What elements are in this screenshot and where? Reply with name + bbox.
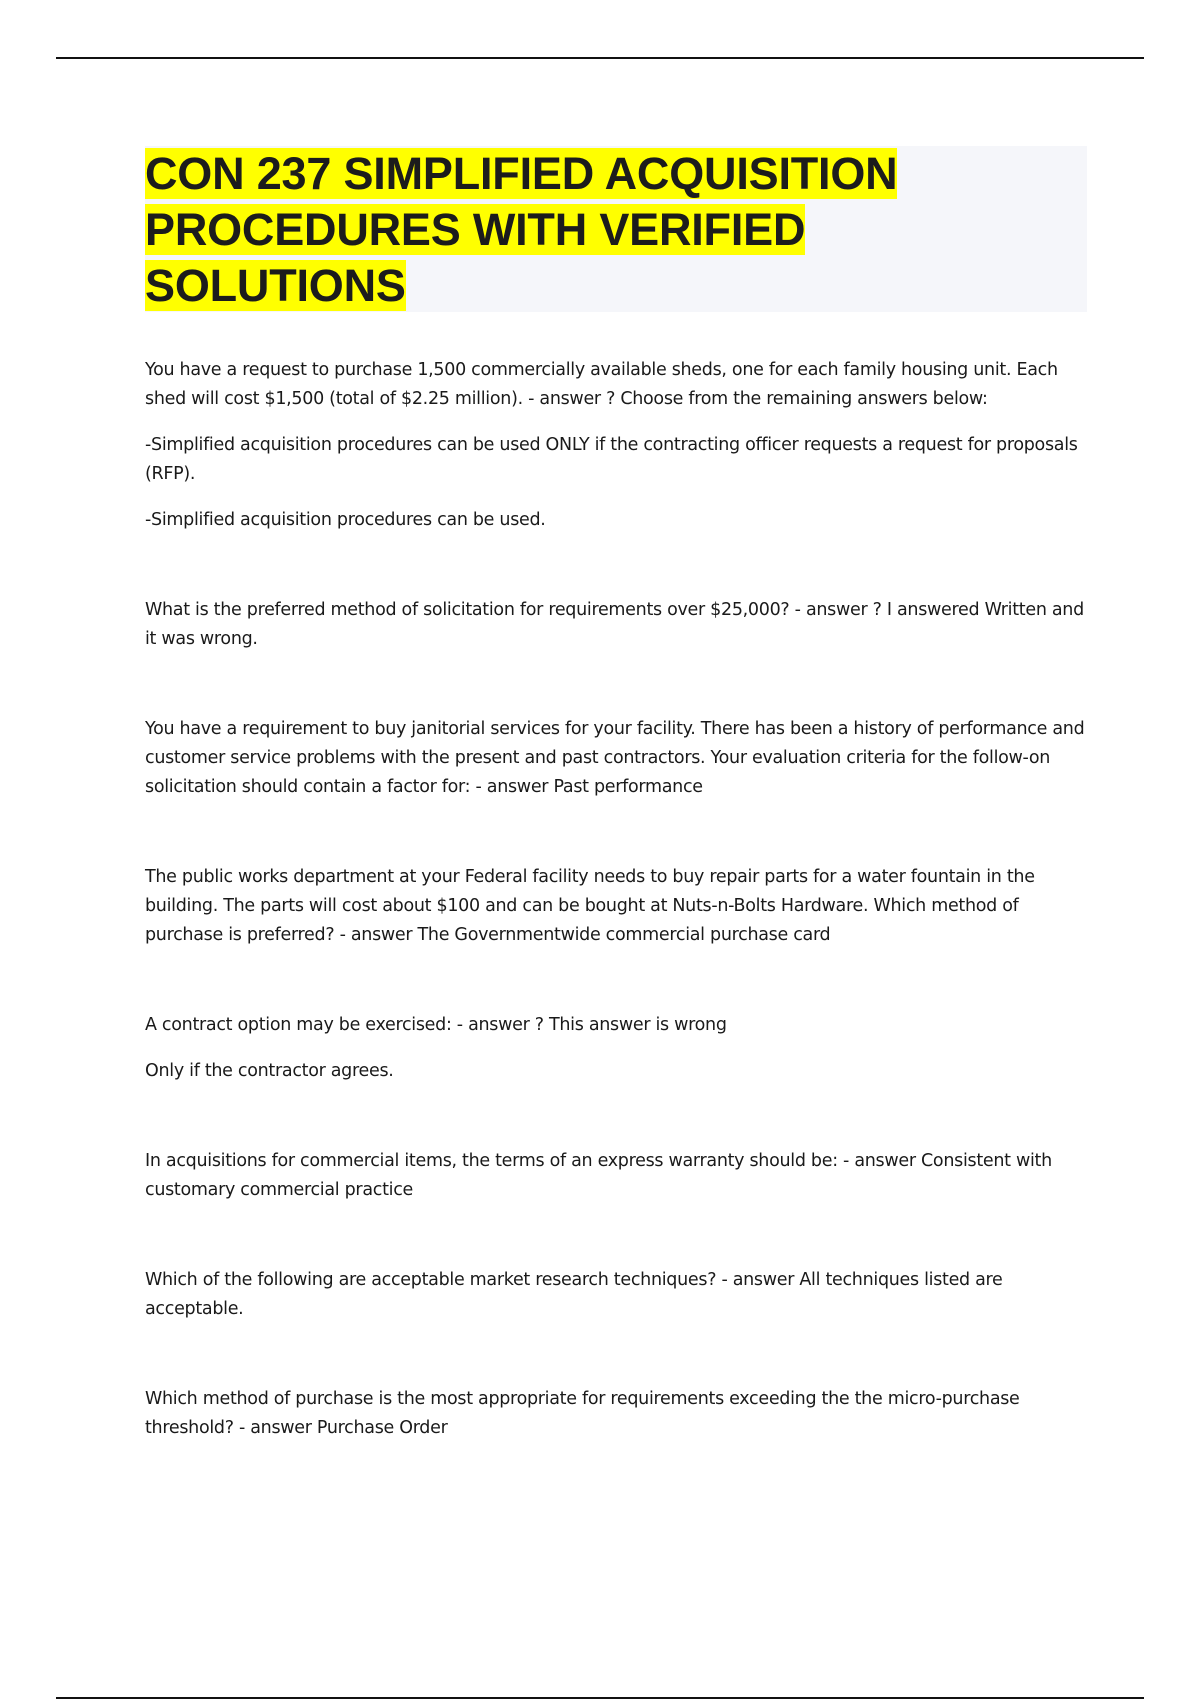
- answer-option: -Simplified acquisition procedures can be used ONLY if the contracting officer requests a request for proposals (RFP).: [145, 435, 1078, 484]
- title-line: PROCEDURES WITH VERIFIED: [145, 204, 806, 255]
- question-text: Which method of purchase is the most appropriate for requirements exceeding the the micro-purchase threshold? - answer Purchase Order: [145, 1389, 1020, 1438]
- footer-rule: [56, 1697, 1144, 1699]
- qa-item: [145, 356, 1095, 535]
- answer-option: -Simplified acquisition procedures can be used.: [145, 510, 546, 530]
- spacer: [145, 967, 1095, 1011]
- qa-item: [145, 1011, 1095, 1086]
- spacer: [145, 552, 1095, 596]
- qa-item: [145, 1385, 1095, 1443]
- question-text: Which of the following are acceptable market research techniques? - answer All techniques listed are acceptable.: [145, 1270, 1003, 1319]
- title-line: SOLUTIONS: [145, 260, 406, 311]
- qa-item: [145, 715, 1095, 802]
- question-text: What is the preferred method of solicitation for requirements over $25,000? - answer ? I answered Written and it was wrong.: [145, 600, 1084, 649]
- title-box: [145, 146, 1087, 312]
- header-rule: [56, 57, 1144, 59]
- question-text: A contract option may be exercised: - answer ? This answer is wrong: [145, 1015, 727, 1035]
- question-text: In acquisitions for commercial items, the terms of an express warranty should be: - answer Consistent with customary commercial practice: [145, 1151, 1052, 1200]
- title-line: CON 237 SIMPLIFIED ACQUISITION: [145, 148, 898, 199]
- spacer: [145, 1222, 1095, 1266]
- qa-item: [145, 1266, 1095, 1324]
- qa-item: [145, 596, 1095, 654]
- question-text: You have a requirement to buy janitorial services for your facility. There has been a history of performance and customer service problems with the present and past contractors. Your evaluation criteria for the follow-on solicitation should contain a factor for: - answer Past performance: [145, 719, 1085, 797]
- document-title: [145, 146, 1087, 314]
- question-text: You have a request to purchase 1,500 commercially available sheds, one for each family housing unit. Each shed will cost $1,500 (total of $2.25 million). - answer ? Choose from the remaining answers below:: [145, 360, 1058, 409]
- qa-item: [145, 863, 1095, 950]
- qa-list: [145, 356, 1095, 1460]
- question-text: The public works department at your Federal facility needs to buy repair parts for a water fountain in the building. The parts will cost about $100 and can be bought at Nuts-n-Bolts Hardware. Which method of purchase is preferred? - answer The Governmentwide commercial purchase card: [145, 867, 1035, 945]
- answer-text: Only if the contractor agrees.: [145, 1061, 394, 1081]
- spacer: [145, 819, 1095, 863]
- spacer: [145, 671, 1095, 715]
- qa-item: [145, 1147, 1095, 1205]
- spacer: [145, 1341, 1095, 1385]
- spacer: [145, 1103, 1095, 1147]
